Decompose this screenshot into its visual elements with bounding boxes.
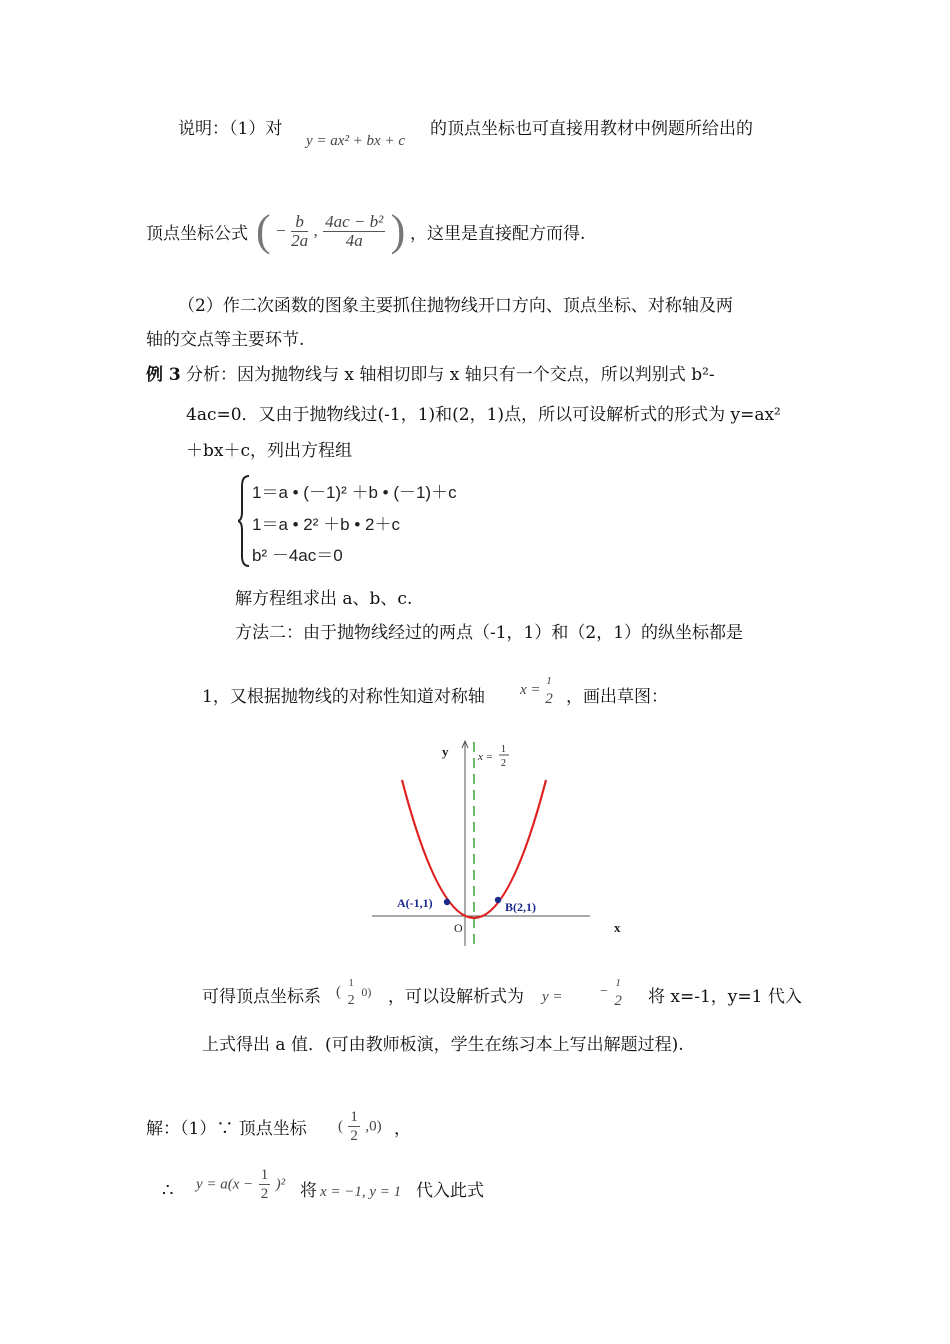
solution-formula-start: y = a(x − [196,1176,254,1193]
conclusion-vertex [336,974,371,1018]
equation-2: 1＝a • 2² ＋b • 2＋c [252,515,400,534]
note-intro [178,118,282,140]
solution-formula-fraction [259,1166,271,1203]
conclusion-vertex-fraction [346,974,356,1010]
axis-formula-lhs: x = [520,682,545,698]
left-paren: ( [256,206,271,255]
conclusion-fraction-group [600,974,623,1018]
method2-line1: 方法二：由于抛物线经过的两点（-1，1）和（2，1）的纵坐标都是 [235,623,744,643]
note-line2-end: ，这里是直接配方而得. [410,224,586,244]
vertex-x-num: b [291,213,308,232]
conclusion-vertex-den: 2 [347,993,355,1008]
solution-formula [196,1166,285,1214]
origin-label: O [454,921,463,935]
axis-den: 2 [545,691,553,707]
point-b-marker [495,897,501,903]
solution-line1-end: ， [394,1119,411,1139]
conclusion-vertex-rest: 0) [361,985,372,999]
y-axis-label: y [442,744,449,759]
example3-label: 例 3 [146,365,181,385]
equation-1: 1＝a • (－1)² ＋b • (－1)＋c [252,483,457,502]
solution-vertex-rest: ,0) [365,1118,382,1135]
solution-formula-den: 2 [260,1186,269,1202]
note-p2-line2: 轴的交点等主要环节. [146,330,305,350]
point-a-marker [444,899,450,905]
conclusion-vertex-num: 1 [348,977,354,989]
note-intro-text: 说明：（1）对 [178,119,283,139]
solution-vertex-fraction [348,1108,360,1145]
conclusion-frac-num: 1 [615,977,621,989]
example3-solve: 解方程组求出 a、b、c. [235,589,413,609]
example3-line1: 分析：因为抛物线与 x 轴相切即与 x 轴只有一个交点，所以判别式 b²- [186,365,715,385]
conclusion-line1-mid: ，可以设解析式为 [388,987,524,1007]
note-after: 的顶点坐标也可直接用教材中例题所给出的 [430,119,753,139]
right-paren: ) [390,206,406,255]
equation-system-brace [238,474,250,568]
method2-line2-end: ，画出草图： [566,687,668,707]
example3-line3: ＋bx＋c，列出方程组 [186,441,352,461]
symmetry-axis-label-num: 1 [501,744,506,755]
equation-3: b² －4ac＝0 [252,546,343,565]
method2-line2-start: 1，又根据抛物线的对称性知道对称轴 [202,687,485,707]
axis-fraction [544,672,554,708]
example3-line2: 4ac=0．又由于抛物线过(-1，1)和(2，1)点，所以可设解析式的形式为 y=ax² [186,405,781,425]
solution-vertex-den: 2 [350,1128,358,1144]
solution-line1-start: 解：（1）∵ 顶点坐标 [146,1119,307,1139]
solution-line2-end: 代入此式 [416,1181,484,1201]
solution-formula-end: )² [275,1176,286,1193]
conclusion-formula: y = [542,989,563,1005]
solution-vertex-num: 1 [350,1109,358,1125]
conclusion-line2: 上式得出 a 值．(可由教师板演，学生在练习本上写出解题过程). [202,1035,684,1055]
brace-icon [238,474,250,568]
therefore-symbol: ∴ [162,1180,174,1201]
x-axis-label: x [614,920,621,935]
axis-num: 1 [546,675,552,687]
point-a-label: A(-1,1) [397,896,433,910]
solution-formula-num: 1 [260,1167,269,1183]
vertex-y-fraction [323,213,385,250]
solution-vertex [338,1108,382,1152]
vertex-formula [256,206,405,262]
axis-formula [520,672,554,720]
vertex-open-paren: ( [336,984,341,1000]
symmetry-axis-label-den: 2 [501,758,506,769]
note-formula: y = ax² + bx + c [306,133,405,149]
note-line2-start: 顶点坐标公式 [146,224,248,244]
symmetry-axis-label: x = [478,751,494,763]
conclusion-minus: − [600,984,608,999]
vertex-x-den: 2a [291,230,309,250]
vertex-x-fraction [291,213,308,250]
note-p2-line1: （2）作二次函数的图象主要抓住抛物线开口方向、顶点坐标、对称轴及两 [178,296,733,316]
minus-sign: − [276,221,286,240]
solution-subst: x = −1, y = 1 [320,1184,402,1200]
vertex-y-num: 4ac − b² [325,211,384,231]
point-b-label: B(2,1) [505,900,536,914]
conclusion-line1-end: 将 x=-1，y=1 代入 [648,987,802,1007]
vertex-y-den: 4a [345,230,363,250]
conclusion-line1-start: 可得顶点坐标系 [202,987,321,1007]
conclusion-frac-den: 2 [614,993,622,1009]
solution-vertex-open: ( [338,1118,343,1135]
conclusion-fraction [613,974,623,1010]
comma: , [313,221,318,240]
solution-jiang: 将 [300,1181,317,1201]
parabola-graph [370,738,630,948]
